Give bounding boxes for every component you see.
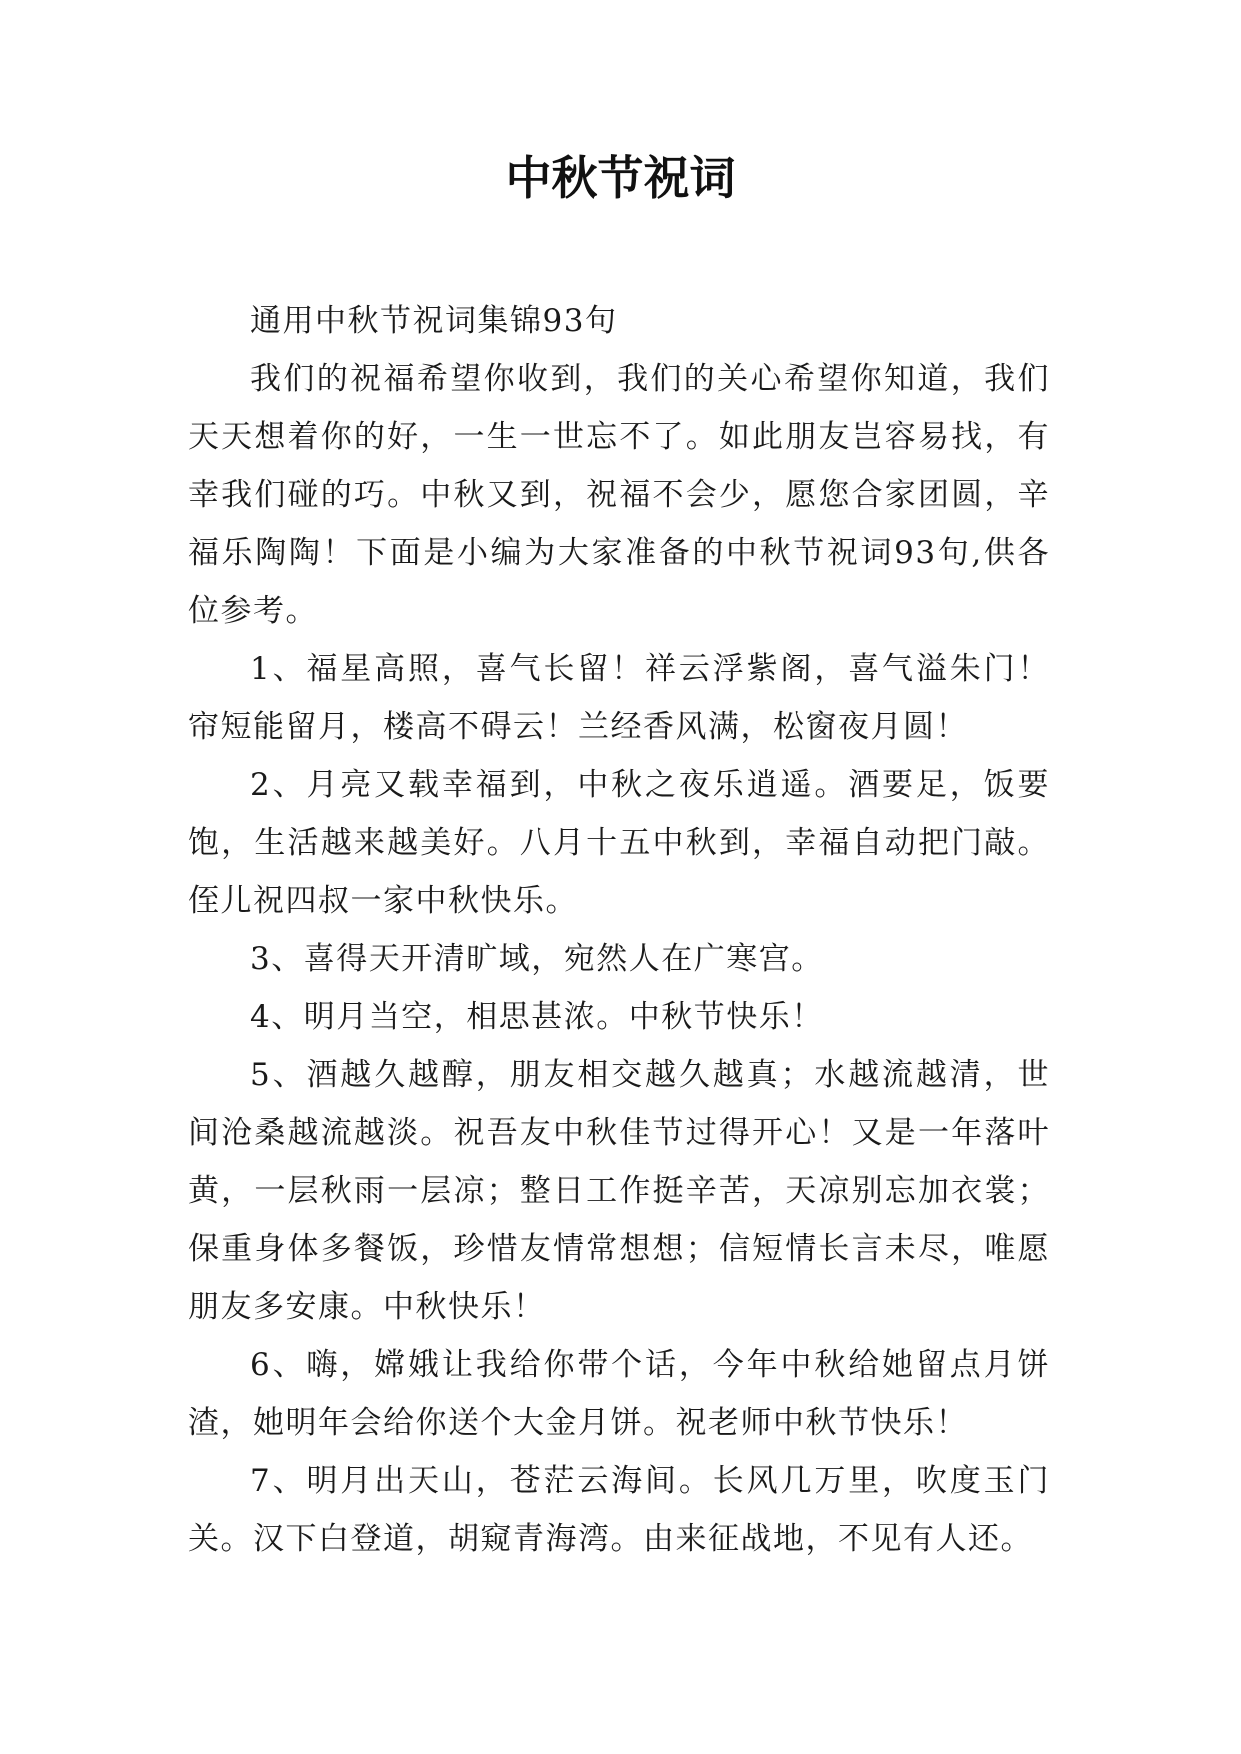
document-body	[188, 292, 1050, 1568]
paragraph-item-7: 7、明月出天山，苍茫云海间。长风几万里，吹度玉门关。汉下白登道，胡窥青海湾。由来征战地，不见有人还。	[188, 1463, 1050, 1557]
paragraph-item-1: 1、福星高照，喜气长留！祥云浮紫阁，喜气溢朱门！帘短能留月，楼高不碍云！兰经香风满，松窗夜月圆！	[188, 651, 1050, 745]
document-title: 中秋节祝词	[505, 151, 736, 205]
paragraph-item-2: 2、月亮又载幸福到，中秋之夜乐逍遥。酒要足，饭要饱，生活越来越美好。八月十五中秋到，幸福自动把门敲。侄儿祝四叔一家中秋快乐。	[188, 767, 1050, 919]
paragraph-item-5: 5、酒越久越醇，朋友相交越久越真；水越流越清，世间沧桑越流越淡。祝吾友中秋佳节过得开心！又是一年落叶黄，一层秋雨一层凉；整日工作挺辛苦，天凉别忘加衣裳；保重身体多餐饭，珍惜友情常想想；信短情长言未尽，唯愿朋友多安康。中秋快乐！	[188, 1057, 1050, 1325]
paragraph-subtitle: 通用中秋节祝词集锦93句	[250, 303, 618, 339]
paragraph-item-6: 6、嗨，嫦娥让我给你带个话，今年中秋给她留点月饼渣，她明年会给你送个大金月饼。祝老师中秋节快乐！	[188, 1347, 1050, 1441]
paragraph-intro: 我们的祝福希望你收到，我们的关心希望你知道，我们天天想着你的好，一生一世忘不了。如此朋友岂容易找，有幸我们碰的巧。中秋又到，祝福不会少，愿您合家团圆，辛福乐陶陶！下面是小编为大家准备的中秋节祝词93句,供各位参考。	[188, 361, 1050, 629]
paragraph-item-4: 4、明月当空，相思甚浓。中秋节快乐！	[250, 999, 824, 1035]
paragraph-item-3: 3、喜得天开清旷域，宛然人在广寒宫。	[250, 941, 824, 977]
